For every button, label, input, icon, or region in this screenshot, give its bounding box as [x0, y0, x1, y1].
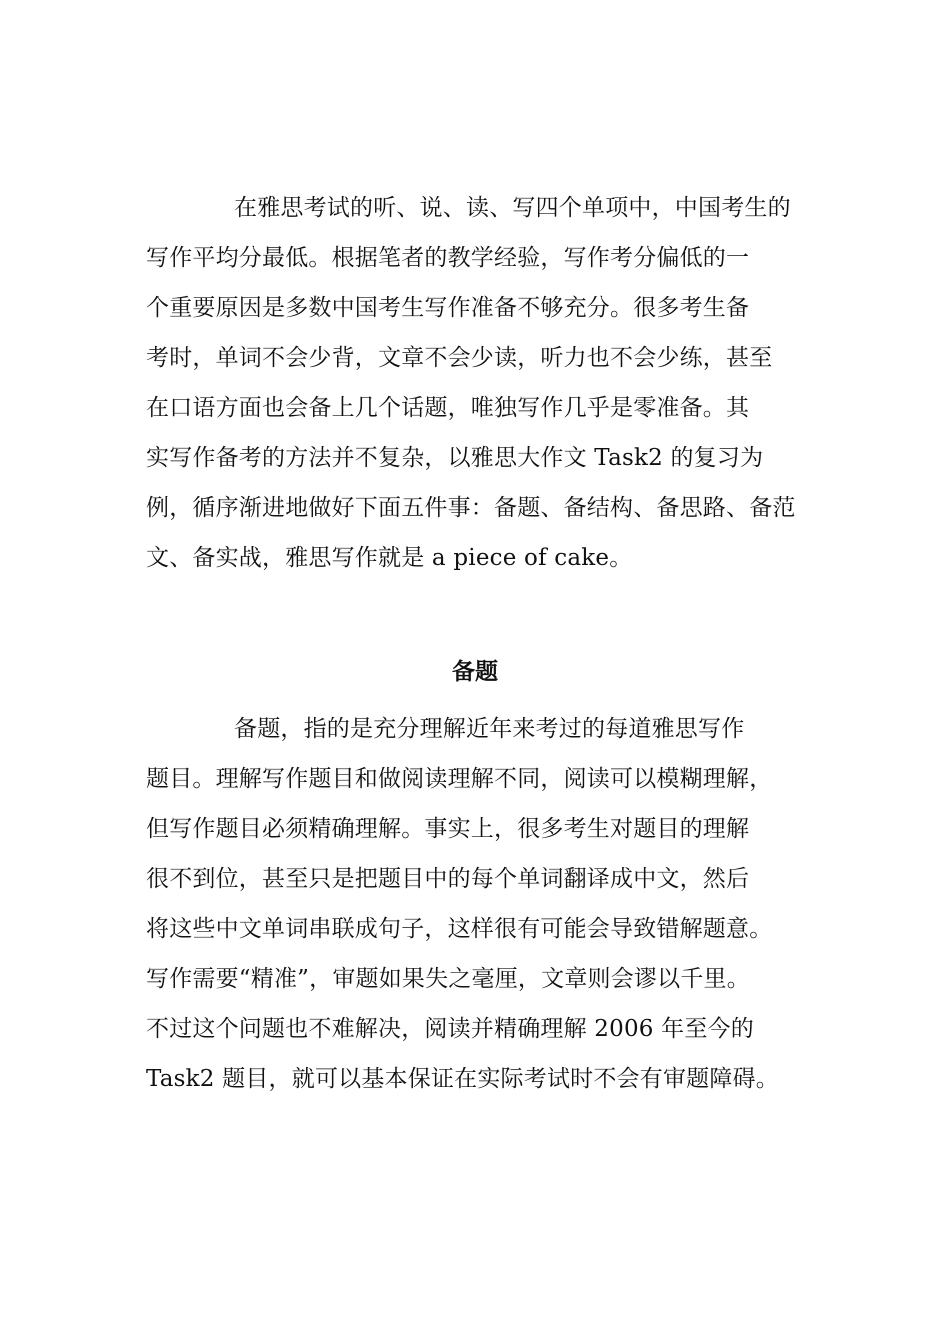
paragraph-line: 在雅思考试的听、说、读、写四个单项中，中国考生的	[234, 195, 791, 221]
paragraph-line: 实写作备考的方法并不复杂，以雅思大作文 Task2 的复习为	[146, 445, 764, 471]
paragraph-line: 不过这个问题也不难解决，阅读并精确理解 2006 年至今的	[146, 1016, 754, 1042]
paragraph-line: 个重要原因是多数中国考生写作准备不够充分。很多考生备	[146, 295, 750, 321]
paragraph-line: 题目。理解写作题目和做阅读理解不同，阅读可以模糊理解，	[146, 766, 773, 792]
section-paragraph	[146, 704, 810, 1104]
paragraph-line: 写作需要“精准”，审题如果失之毫厘，文章则会谬以千里。	[146, 966, 750, 992]
paragraph-line: 写作平均分最低。根据笔者的教学经验，写作考分偏低的一	[146, 245, 750, 271]
paragraph-line: 将这些中文单词串联成句子，这样很有可能会导致错解题意。	[146, 916, 773, 942]
paragraph-line: 考时，单词不会少背，文章不会少读，听力也不会少练，甚至	[146, 345, 773, 371]
paragraph-line: 在口语方面也会备上几个话题，唯独写作几乎是零准备。其	[146, 395, 750, 421]
intro-paragraph	[146, 183, 810, 583]
paragraph-line: Task2 题目，就可以基本保证在实际考试时不会有审题障碍。	[146, 1066, 779, 1092]
paragraph-line: 文、备实战，雅思写作就是 a piece of cake。	[146, 545, 633, 571]
paragraph-line: 例，循序渐进地做好下面五件事：备题、备结构、备思路、备范	[146, 495, 796, 521]
paragraph-line: 很不到位，甚至只是把题目中的每个单词翻译成中文，然后	[146, 866, 750, 892]
paragraph-line: 但写作题目必须精确理解。事实上，很多考生对题目的理解	[146, 816, 750, 842]
paragraph-line: 备题，指的是充分理解近年来考过的每道雅思写作	[234, 716, 745, 742]
section-heading: 备题	[452, 659, 498, 685]
